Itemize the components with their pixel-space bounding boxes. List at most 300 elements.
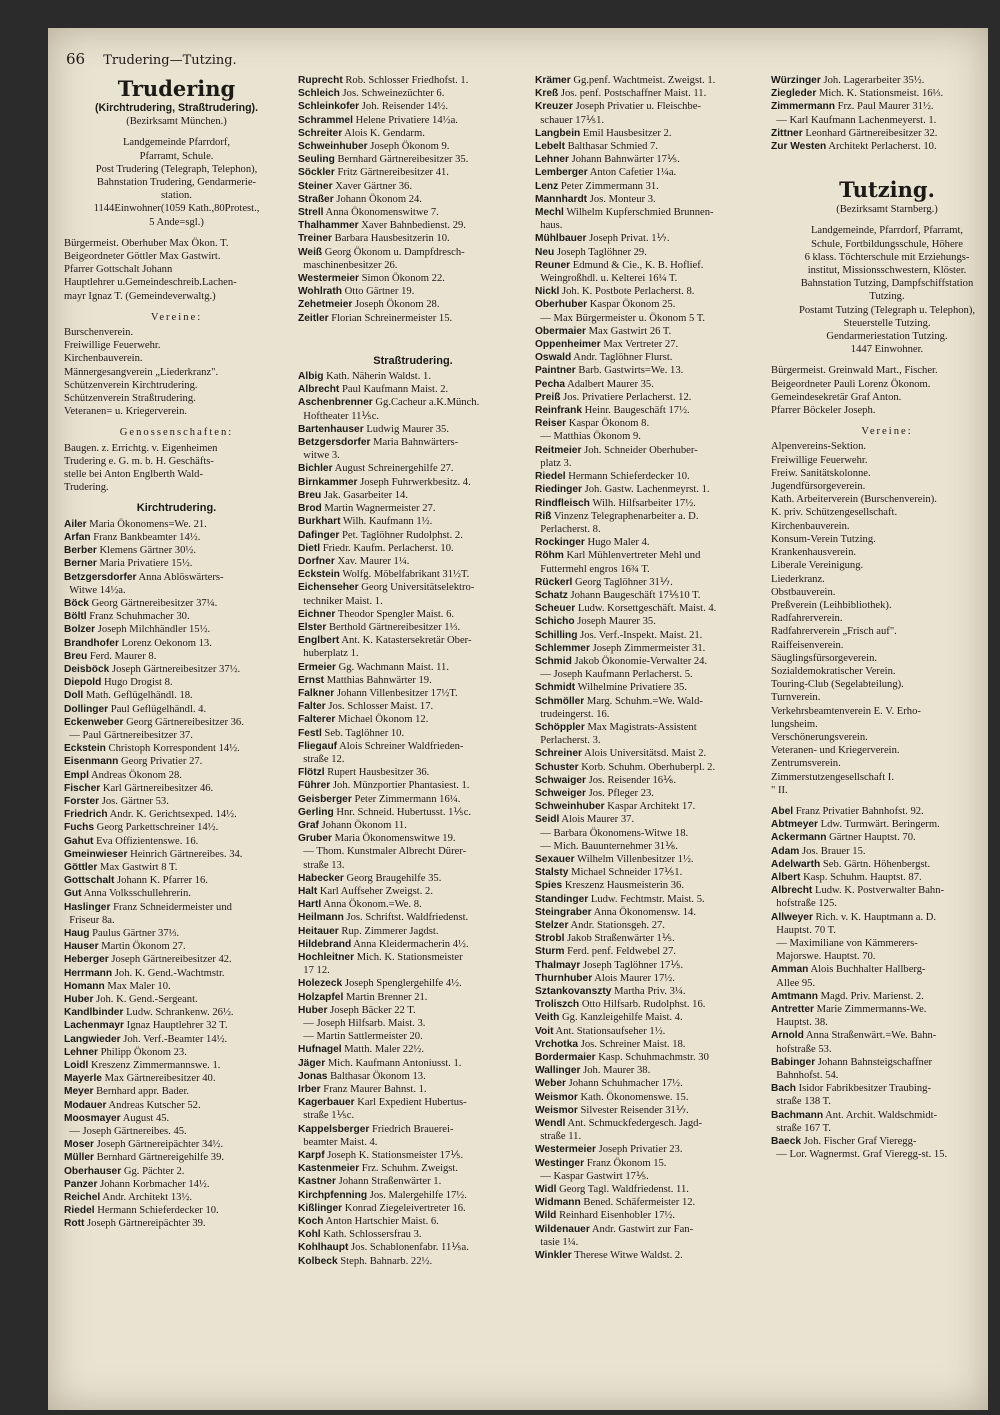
directory-entry (535, 1130, 772, 1143)
entry-details: Marg. Schuhm.=We. Wald- (584, 695, 703, 707)
directory-entry (535, 523, 772, 536)
text-line: Zimmerstutzengesellschaft I. (771, 771, 894, 783)
directory-entry (64, 676, 289, 689)
entry-details: straße 11. (535, 1131, 582, 1143)
directory-entry (535, 140, 772, 153)
entry-surname: Zur Westen (771, 141, 827, 153)
running-head (66, 50, 237, 68)
entry-details: Karl Expedient Hubertus- (354, 1097, 467, 1109)
entry-details: Andreas Ökonom 28. (88, 769, 182, 781)
entry-surname: Strell (298, 207, 324, 219)
text-line: Preßverein (Leihbibliothek). (771, 599, 892, 611)
entry-surname: Oppenheimer (535, 339, 601, 351)
entry-surname: Westermeier (535, 1144, 596, 1156)
directory-entry (298, 370, 528, 383)
directory-entry (771, 1003, 988, 1016)
entry-details: Joseph K. Stationsmeister 17⅕. (324, 1150, 464, 1162)
entry-details: — Joseph Gärtnereibes. 45. (64, 1126, 187, 1138)
entry-details: Jakob Ökonomie-Verwalter 24. (571, 655, 708, 667)
entry-details: Johann Schuhmacher 17½. (565, 1078, 683, 1090)
entry-details: Ludwig Maurer 35. (363, 423, 450, 435)
entry-surname: Albig (298, 371, 324, 383)
entry-details: Alois Buchhalter Hallberg- (808, 964, 926, 976)
residents-list (535, 74, 772, 1262)
entry-surname: Preiß (535, 391, 561, 403)
entry-surname: Voit (535, 1025, 554, 1037)
text-line: Bürgermeist. Oberhuber Max Ökon. T. (64, 237, 229, 249)
directory-entry (535, 998, 772, 1011)
entry-details: Franz Privatier Bahnhofst. 92. (793, 805, 924, 817)
entry-details: Max Gastwirt 26 T. (585, 325, 672, 337)
entry-details: Georg Ökonom u. Dampfdresch- (322, 246, 465, 258)
entry-details: Gg.Cacheur a.K.Münch. (372, 397, 480, 409)
entry-surname: Reitmeier (535, 444, 582, 456)
entry-surname: Albert (771, 871, 801, 883)
entry-details: Witwe 14½a. (64, 584, 126, 596)
entry-details: Hermann Schieferdecker 10. (565, 471, 690, 483)
entry-surname: Schreiter (298, 127, 343, 139)
entry-details: — Joseph Hilfsarb. Maist. 3. (298, 1018, 426, 1030)
entry-surname: Heberger (64, 954, 109, 966)
entry-surname: Holezeck (298, 978, 343, 990)
entry-surname: Strobl (535, 933, 565, 945)
text-line: Schule, Fortbildungsschule, Höhere (811, 238, 963, 250)
entry-details: Allee 95. (771, 977, 816, 989)
text-line: Veteranen= u. Kriegerverein. (64, 406, 188, 418)
entry-details: Karl Auffseher Zweigst. 2. (317, 885, 433, 897)
directory-entry (771, 845, 988, 858)
entry-surname: Dollinger (64, 703, 109, 715)
residents-list (64, 518, 289, 1231)
text-line: Verschönerungsverein. (771, 731, 868, 743)
text-line: Bürgermeist. Greinwald Mart., Fischer. (771, 365, 938, 377)
text-line: institut, Missionsschwestern, Klöster. (807, 265, 967, 277)
directory-entry (771, 805, 988, 818)
entry-details: Johann Bahnwärter 17⅕. (568, 154, 680, 166)
directory-entry (535, 893, 772, 906)
directory-entry (535, 1117, 772, 1130)
directory-entry (535, 853, 772, 866)
entry-surname: Schuster (535, 761, 579, 773)
directory-entry (535, 629, 772, 642)
entry-surname: Kagerbauer (298, 1097, 355, 1109)
entry-surname: Deisböck (64, 663, 110, 675)
entry-details: Johann Villenbesitzer 17½T. (334, 687, 458, 699)
directory-entry (535, 1051, 772, 1064)
entry-surname: Panzer (64, 1178, 98, 1190)
directory-entry (771, 1056, 988, 1069)
directory-entry (298, 1255, 528, 1268)
entry-surname: Schatz (535, 589, 568, 601)
entry-surname: Weiß (298, 246, 323, 258)
directory-entry (535, 734, 772, 747)
text-line: 6 klass. Töchterschule mit Erziehungs- (804, 251, 970, 263)
entry-surname: Mayerle (64, 1073, 102, 1085)
directory-entry (535, 325, 772, 338)
directory-entry (771, 140, 988, 153)
text-line: Touring-Club (Segelabteilung). (771, 679, 904, 691)
text-line: Radfahrerverein. (771, 613, 843, 625)
entry-surname: Söckler (298, 167, 335, 179)
entry-surname: Vrchotka (535, 1038, 579, 1050)
entry-details: Jos. penf. Postschaffner Maist. 11. (558, 88, 707, 100)
directory-entry (64, 1204, 289, 1217)
entry-details: Ant. Schmuckfedergesch. Jagd- (565, 1118, 702, 1130)
entry-details: Jos. Gärtner 53. (99, 795, 169, 807)
text-line: Liberale Vereinigung. (771, 560, 864, 572)
directory-entry (535, 840, 772, 853)
directory-entry (298, 272, 528, 285)
entry-surname: Wallinger (535, 1065, 581, 1077)
entry-surname: Oberhuber (535, 299, 588, 311)
entry-details: Alois K. Gendarm. (342, 127, 425, 139)
directory-entry (535, 576, 772, 589)
entry-details: Bernhard appr. Bader. (93, 1086, 190, 1098)
entry-details: Otto Hilfsarb. Rudolphst. 16. (579, 999, 706, 1011)
directory-entry (298, 1109, 528, 1122)
entry-details: Joseph Gärtnereibesitzer 37½. (109, 663, 241, 675)
directory-entry (64, 874, 289, 887)
entry-surname: Wendl (535, 1118, 566, 1130)
entry-surname: Nickl (535, 286, 560, 298)
entry-surname: Jonas (298, 1070, 328, 1082)
entry-details: Georg Gärtnereibesitzer 36. (123, 716, 244, 728)
directory-entry (64, 1006, 289, 1019)
entry-surname: Baeck (771, 1136, 802, 1148)
directory-entry (298, 832, 528, 845)
entry-surname: Schleich (298, 88, 340, 100)
entry-surname: Flötzl (298, 767, 325, 779)
entry-details: Architekt Perlacherst. 10. (826, 141, 937, 153)
entry-surname: Zittner (771, 127, 803, 139)
directory-entry (298, 938, 528, 951)
directory-entry (771, 100, 988, 113)
directory-entry (64, 782, 289, 795)
directory-entry (298, 1083, 528, 1096)
entry-surname: Abel (771, 805, 794, 817)
entry-surname: Allweyer (771, 911, 813, 923)
entry-surname: Zehetmeier (298, 299, 353, 311)
directory-entry (298, 1175, 528, 1188)
text-line: Freiwillige Feuerwehr. (64, 340, 161, 352)
directory-entry (771, 1082, 988, 1095)
directory-entry (298, 1004, 528, 1017)
entry-surname: Riedel (535, 471, 566, 483)
entry-details: Hnr. Schneid. Hubertusst. 1⅕c. (333, 806, 472, 818)
entry-surname: Westermeier (298, 273, 359, 285)
entry-surname: Loidl (64, 1060, 89, 1072)
directory-entry (535, 800, 772, 813)
entry-surname: Adam (771, 845, 800, 857)
entry-surname: Langbein (535, 127, 581, 139)
directory-entry (535, 945, 772, 958)
entry-surname: Kastenmeier (298, 1163, 360, 1175)
entry-details: Franz Schuhmacher 30. (86, 611, 190, 623)
entry-surname: Kreuzer (535, 101, 573, 113)
directory-entry (298, 872, 528, 885)
entry-surname: Lemberger (535, 167, 588, 179)
directory-entry (298, 285, 528, 298)
entry-surname: Eisenmann (64, 756, 119, 768)
section-title-genossenschaften: Genossenschaften: (119, 427, 234, 439)
directory-entry (64, 584, 289, 597)
entry-surname: Sztankovanszty (535, 986, 612, 998)
entry-surname: Müller (64, 1152, 95, 1164)
directory-entry (64, 1125, 289, 1138)
text-line: Freiwillige Feuerwehr. (771, 454, 868, 466)
directory-entry (298, 687, 528, 700)
entry-surname: Stelzer (535, 920, 569, 931)
entry-details: Anna Ablöswärters- (136, 571, 224, 583)
directory-entry (535, 1249, 772, 1262)
text-line: Kirchenbauverein. (64, 353, 143, 365)
entry-surname: Böck (64, 597, 89, 609)
text-line: Veteranen- und Kriegerverein. (771, 745, 900, 757)
directory-entry (535, 232, 772, 245)
directory-entry (771, 884, 988, 897)
entry-surname: Breu (298, 489, 322, 501)
entry-surname: Thalmayr (535, 959, 581, 971)
entry-surname: Reinfrank (535, 405, 582, 417)
entry-details: Weingroßhdl. u. Kelterei 16¼ T. (535, 273, 678, 285)
entry-details: Joh. Maurer 38. (580, 1065, 651, 1077)
directory-entry (535, 1143, 772, 1156)
entry-details: Joseph Milchhändler 15½. (95, 624, 211, 636)
entry-details: Joh. K. Postbote Perlacherst. 8. (559, 286, 695, 298)
entry-details: Matthias Bahnwärter 19. (324, 674, 432, 686)
entry-surname: Bichler (298, 463, 333, 475)
entry-surname: Böltl (64, 611, 87, 623)
text-line: Freiw. Sanitätskolonne. (771, 467, 871, 479)
entry-details: Silvester Reisender 31⅐. (577, 1104, 689, 1116)
entry-surname: Geisberger (298, 793, 352, 805)
directory-entry (771, 831, 988, 844)
entry-details: Reinhard Eisenhobler 17½. (556, 1210, 675, 1222)
directory-entry (298, 674, 528, 687)
entry-details: Johann Ökonom 24. (333, 193, 422, 205)
entry-details: Jos. Pfleger 23. (585, 787, 654, 799)
directory-entry (64, 597, 289, 610)
directory-entry (771, 871, 988, 884)
directory-entry (298, 1030, 528, 1043)
entry-details: Jos. Schweinezüchter 6. (339, 88, 445, 100)
entry-surname: Falterer (298, 714, 336, 726)
entry-surname: Festl (298, 727, 322, 739)
directory-entry (64, 663, 289, 676)
directory-entry (535, 1209, 772, 1222)
entry-details: — Paul Gärtnereibesitzer 37. (64, 729, 193, 741)
directory-entry (298, 127, 528, 140)
entry-surname: Oberhauser (64, 1165, 122, 1177)
entry-surname: Seuling (298, 154, 335, 166)
entry-details: Hauptst. 70 T. (771, 924, 836, 936)
text-line: Verkehrsbeamtenverein E. V. Erho- (771, 705, 921, 717)
directory-entry (535, 813, 772, 826)
entry-surname: Seidl (535, 814, 560, 826)
text-line: K. priv. Schützengesellschaft. (771, 507, 898, 519)
text-line: mayr Ignaz T. (Gemeindeverwaltg.) (64, 290, 216, 302)
directory-entry (298, 396, 528, 409)
text-line: Gendarmeriestation Tutzing. (826, 331, 948, 343)
entry-details: Joseph Taglöhner 29. (554, 246, 647, 258)
directory-entry (64, 729, 289, 742)
entry-details: Jos. Schriftst. Waldfriedenst. (343, 912, 469, 924)
directory-entry (298, 779, 528, 792)
entry-details: 17 12. (298, 965, 330, 977)
entry-details: Kath. Schlossersfrau 3. (320, 1229, 422, 1241)
entry-details: — Karl Kaufmann Lachenmeyerst. 1. (771, 114, 937, 126)
entry-details: Max Magistrats-Assistent (584, 721, 697, 733)
text-line: Männergesangverein „Liederkranz". (64, 366, 219, 378)
directory-entry (535, 497, 772, 510)
directory-entry (535, 985, 772, 998)
entry-surname: Kastner (298, 1176, 336, 1188)
entry-details: Georg Privatier 27. (118, 756, 203, 768)
entry-surname: Bach (771, 1083, 796, 1095)
entry-surname: Abtmeyer (771, 819, 818, 831)
entry-details: Paul Geflügelhändl. 4. (108, 703, 207, 715)
entry-surname: Modauer (64, 1099, 107, 1111)
entry-details: Martin Brenner 21. (343, 991, 428, 1003)
directory-entry (64, 1072, 289, 1085)
directory-entry (298, 555, 528, 568)
directory-entry (298, 153, 528, 166)
directory-entry (298, 219, 528, 232)
directory-entry (298, 713, 528, 726)
directory-entry (64, 901, 289, 914)
text-line: 1447 Einwohner. (850, 344, 924, 356)
directory-entry (771, 963, 988, 976)
entry-details: Ant. Stationsaufseher 1½. (553, 1025, 666, 1037)
column-1 (64, 74, 289, 1231)
entry-surname: Gruber (298, 833, 332, 845)
entry-surname: Riedinger (535, 484, 582, 496)
directory-entry (535, 1223, 772, 1236)
district: (Bezirksamt München.) (126, 116, 227, 128)
directory-entry (535, 444, 772, 457)
directory-entry (298, 1123, 528, 1136)
entry-surname: Forster (64, 795, 100, 807)
directory-entry (298, 806, 528, 819)
directory-entry (535, 708, 772, 721)
entry-details: Wilh. Kaufmann 1½. (340, 516, 433, 528)
entry-surname: Hartl (298, 899, 322, 911)
entry-surname: Adelwarth (771, 858, 821, 870)
entry-surname: Amman (771, 964, 809, 976)
directory-entry (535, 1236, 772, 1249)
directory-entry (64, 1138, 289, 1151)
entry-surname: Graf (298, 819, 319, 831)
entry-details: Kaspar Architekt 17. (604, 801, 696, 813)
text-line: 1144Einwohner(1059 Kath.,80Protest., (93, 203, 260, 215)
vereine-list (64, 326, 289, 418)
text-line: Schützenverein Straßtrudering. (64, 393, 196, 405)
entry-details: Johann Korbmacher 14½. (97, 1178, 210, 1190)
entry-details: Xaver Gärtner 36. (332, 180, 412, 192)
column-3 (535, 74, 772, 1262)
entry-details: Johann Straßenwärter 1. (335, 1176, 442, 1188)
entry-details: Rup. Zimmerer Jagdst. (338, 925, 439, 937)
entry-details: techniker Maist. 1. (298, 595, 383, 607)
entry-details: Wolfg. Möbelfabrikant 31½T. (339, 569, 470, 581)
directory-entry (64, 769, 289, 782)
directory-entry (535, 430, 772, 443)
entry-surname: Haug (64, 927, 90, 939)
entry-surname: Reichel (64, 1192, 101, 1204)
entry-surname: Herrmann (64, 967, 113, 979)
entry-details: Pet. Taglöhner Rudolphst. 2. (339, 529, 463, 541)
entry-details: Joseph Fuhrwerkbesitz. 4. (357, 476, 471, 488)
entry-surname: Betzgersdorfer (298, 437, 371, 449)
residents-list (771, 74, 988, 153)
entry-details: Joh. Gastw. Lachenmeyrst. 1. (581, 484, 710, 496)
directory-entry (64, 940, 289, 953)
directory-entry (298, 298, 528, 311)
directory-entry (64, 531, 289, 544)
directory-entry (535, 74, 772, 87)
directory-entry (771, 950, 988, 963)
directory-entry (298, 436, 528, 449)
entry-surname: Weismor (535, 1091, 578, 1103)
directory-entry (298, 1043, 528, 1056)
directory-entry (535, 114, 772, 127)
directory-entry (771, 977, 988, 990)
entry-details: Bernhard Gärtnereibesitzer 35. (334, 154, 469, 166)
entry-details: Joseph Gärtnereibesitzer 42. (108, 954, 232, 966)
text-line: stelle bei Anton Englberth Wald- (64, 469, 203, 481)
directory-entry (64, 967, 289, 980)
text-line: Jugendfürsorgeverein. (771, 481, 866, 493)
entry-details: Anna Ökonom.=We. 8. (321, 899, 422, 911)
directory-entry (64, 887, 289, 900)
directory-entry (535, 589, 772, 602)
entry-details: Andr. Gastwirt zur Fan- (589, 1223, 694, 1235)
text-line: Hauptlehrer u.Gemeindeschreib.Lachen- (64, 277, 237, 289)
entry-surname: Albrecht (771, 885, 813, 897)
directory-entry (298, 977, 528, 990)
entry-details: Franz Schneidermeister und (110, 901, 232, 913)
directory-entry (535, 338, 772, 351)
directory-entry (535, 1196, 772, 1209)
entry-surname: Brod (298, 503, 322, 515)
directory-entry (535, 695, 772, 708)
entry-details: Jos. Schablonenfabr. 11⅕a. (348, 1242, 469, 1254)
entry-details: Joseph Privat. 1⅐. (586, 233, 670, 245)
entry-surname: Obermaier (535, 325, 586, 337)
entry-details: Ludw. Fechtmstr. Maist. 5. (588, 893, 705, 905)
entry-details: Karl Mühlenvertreter Mehl und (563, 550, 701, 562)
text-line: Steuerstelle Tutzing. (843, 317, 931, 329)
entry-details: Philipp Ökonom 23. (97, 1046, 187, 1058)
text-line: Beigeordneter Pauli Lorenz Ökonom. (771, 378, 931, 390)
entry-surname: Lenz (535, 180, 559, 192)
entry-details: Joh. K. Gend.-Sergeant. (93, 994, 198, 1005)
entry-details: Edmund & Cie., K. B. Hoflief. (570, 259, 704, 271)
entry-surname: Hauser (64, 941, 99, 953)
directory-entry (771, 937, 988, 950)
directory-entry (64, 835, 289, 848)
entry-details: Paul Kaufmann Maist. 2. (339, 384, 449, 396)
entry-surname: Heilmann (298, 912, 344, 924)
entry-details: Rupert Hausbesitzer 36. (324, 767, 430, 779)
directory-entry (535, 285, 772, 298)
directory-page (48, 28, 988, 1410)
entry-details: Kreszenz Hausmeisterin 36. (562, 880, 684, 892)
entry-details: August 45. (120, 1112, 170, 1124)
entry-surname: Kirchpfenning (298, 1189, 368, 1201)
directory-entry (298, 410, 528, 423)
directory-entry (298, 114, 528, 127)
